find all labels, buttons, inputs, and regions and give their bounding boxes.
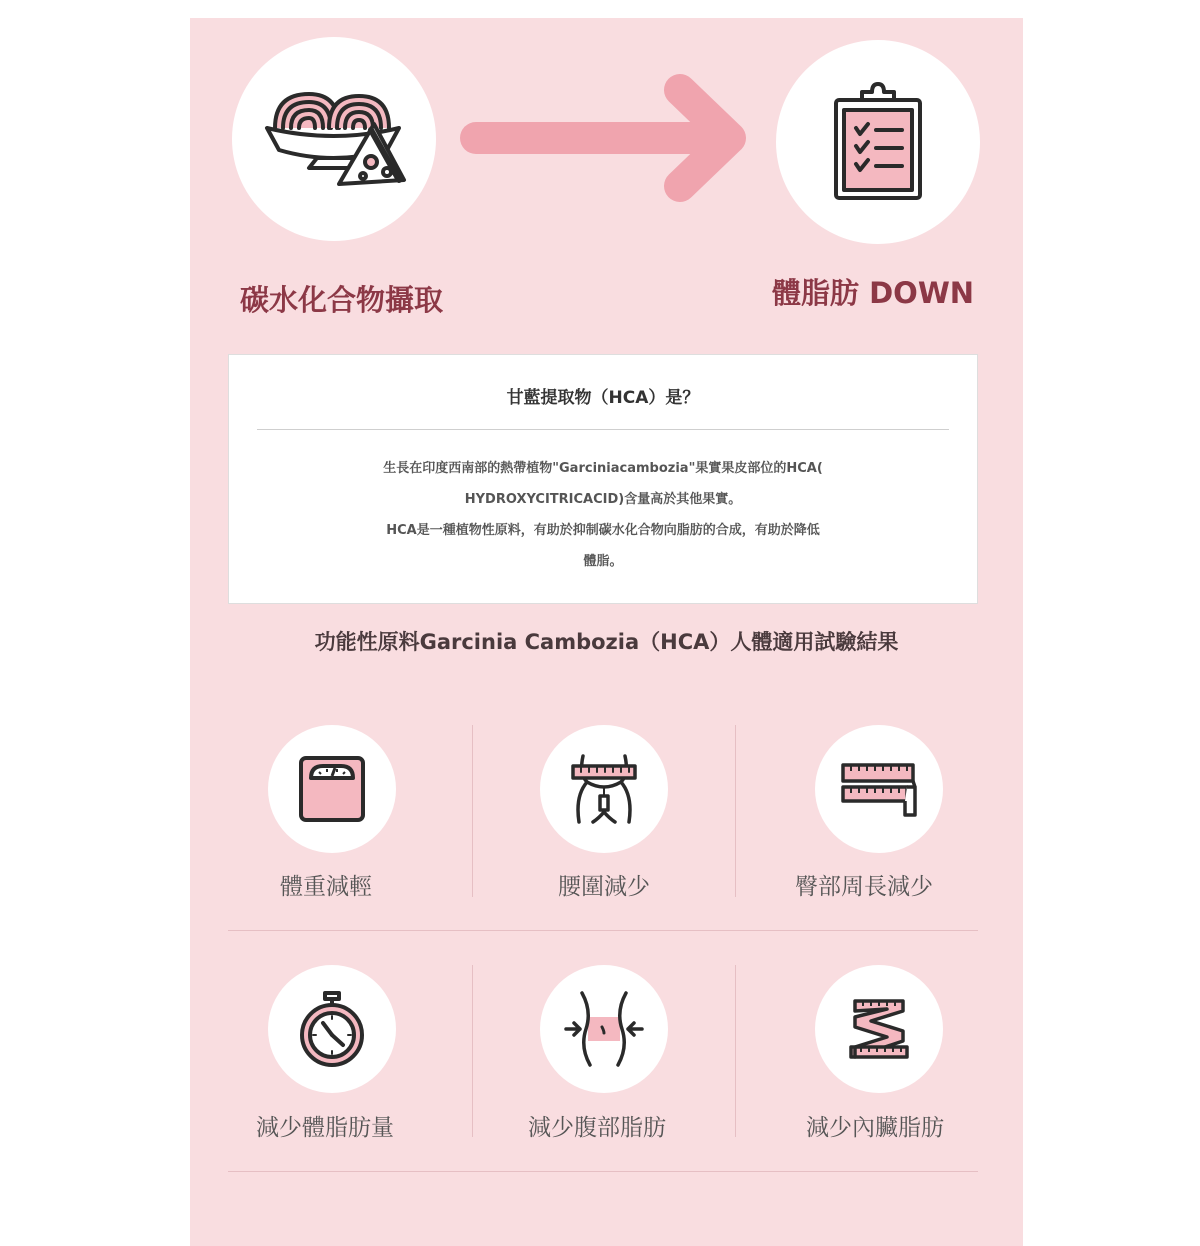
- column-divider: [735, 965, 736, 1137]
- column-divider: [472, 725, 473, 897]
- benefit-label: 減少腹部脂肪: [528, 1115, 666, 1141]
- column-divider: [472, 965, 473, 1137]
- arrow-right-icon: [458, 72, 758, 212]
- clipboard-checklist-icon: [828, 82, 928, 202]
- info-divider: [257, 429, 949, 430]
- benefit-icon-circle: [815, 725, 943, 853]
- benefit-icon-circle: [540, 965, 668, 1093]
- column-divider: [735, 725, 736, 897]
- scale-icon: [297, 754, 367, 824]
- info-line: HCA是一種植物性原料，有助於抑制碳水化合物向脂肪的合成，有助於降低: [386, 523, 820, 538]
- benefit-label: 體重減輕: [280, 874, 372, 900]
- waist-measure-icon: [567, 752, 641, 826]
- carb-icon-circle: [232, 37, 436, 241]
- stopwatch-icon: [297, 991, 367, 1067]
- carb-intake-label: 碳水化合物攝取: [240, 283, 444, 317]
- row-divider: [228, 1171, 978, 1172]
- row-divider: [228, 930, 978, 931]
- benefit-icon-circle: [540, 725, 668, 853]
- trial-results-title: 功能性原料Garcinia Cambozia（HCA）人體適用試驗結果: [314, 630, 899, 654]
- clipboard-icon-circle: [776, 40, 980, 244]
- pasta-pizza-icon: [259, 84, 409, 194]
- benefit-icon-circle: [268, 965, 396, 1093]
- info-line: HYDROXYCITRICACID)含量高於其他果實。: [464, 492, 742, 507]
- belly-icon: [564, 989, 644, 1069]
- benefit-label: 減少體脂肪量: [256, 1115, 394, 1141]
- benefit-icon-circle: [815, 965, 943, 1093]
- benefit-label: 臀部周長減少: [795, 874, 933, 900]
- hca-info-title: 甘藍提取物（HCA）是？: [506, 388, 700, 408]
- rolled-tape-icon: [847, 997, 911, 1061]
- info-line: 生長在印度西南部的熱帶植物"Garciniacambozia"果實果皮部位的HCA(: [383, 461, 823, 476]
- hca-info-box: [228, 354, 978, 604]
- benefit-label: 腰圍減少: [558, 874, 650, 900]
- body-fat-down-label: 體脂肪 DOWN: [772, 276, 975, 310]
- benefit-icon-circle: [268, 725, 396, 853]
- measuring-tape-icon: [839, 759, 919, 819]
- info-line: 體脂。: [583, 554, 623, 569]
- benefit-label: 減少內臟脂肪: [806, 1115, 944, 1141]
